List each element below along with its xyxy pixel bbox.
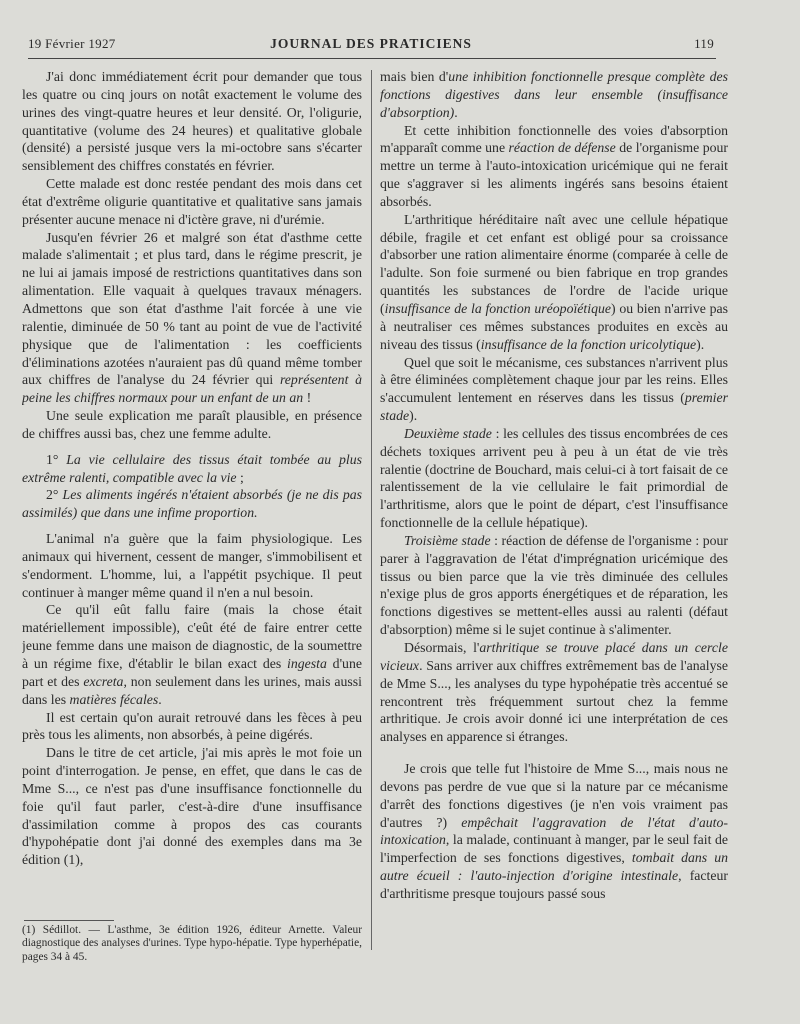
italic-run: une inhibition fonctionnelle presque complète des fonctions digestives dans leur ensemble (insuffisance d'absorption) <box>380 69 728 120</box>
italic-run: excreta <box>83 673 124 689</box>
paragraph <box>22 744 362 869</box>
text-run: Désormais, l' <box>404 640 480 655</box>
italic-run: empêchait l'aggravation de l'état d'auto-intoxication <box>380 814 728 848</box>
text-run: Ce qu'il eût fallu faire (mais la chose était matériellement impossible), c'eût été de faire entrer cette jeune femme dans une maison de diagnostic, de la soumettre à un régime fixe, d'établir le bilan exact des <box>22 602 362 671</box>
paragraph <box>22 530 362 601</box>
header-date: 19 Février 1927 <box>28 36 116 51</box>
text-run: 2° <box>46 487 63 503</box>
paragraph <box>380 354 728 425</box>
text-run: Jusqu'en février 26 et malgré son état d'asthme cette malade s'alimentait ; et plus tard, dans le régime prescrit, je ne lui ai jamais imposé de restrictions quantitatives dans son alimentation. Elle vaquait à quelques travaux ménagers. Admettons que son état d'asthme l'ait forcée à une vie ralentie, diminuée de 50 % tant au point de vue de l'activité physique que de l'alimentation : les coefficients d'éliminations azotées n'auraient pas dû quand même tomber aux chiffres de l'analyse du 24 février qui <box>22 229 362 388</box>
italic-run: premier stade <box>380 390 728 424</box>
italic-run: insuffisance de la fonction uricolytique <box>480 336 697 352</box>
paragraph <box>22 451 362 487</box>
text-run: J'ai donc immédiatement écrit pour demander que tous les quatre ou cinq jours on notât exactement le volume des urines des vingt-quatre heures et leur densité. Or, l'oligurie, quantitative (volume des 24 heures) et qualitative globale (densité) a persisté jusque vers la mi-octobre sans s'écarter sensiblement des chiffres constatés en février. <box>22 69 362 174</box>
text-run: ). <box>409 408 418 424</box>
text-run: Cette malade est donc restée pendant des mois dans cet état d'extrême oligurie quantitative et qualitative sans jamais présenter aucune menace ni d'ictère grave, ni d'urémie. <box>22 176 362 227</box>
text-run: 1° <box>46 451 67 467</box>
paragraph <box>22 407 362 443</box>
italic-run: représentent à peine les chiffres normaux pour un enfant de un an <box>22 372 362 406</box>
paragraph <box>22 601 362 708</box>
text-run: . <box>454 104 458 120</box>
right-column <box>380 68 728 968</box>
text-run: . <box>158 691 162 707</box>
column-divider <box>371 70 372 950</box>
italic-run: matières fécales <box>69 691 159 707</box>
italic-run: Deuxième stade <box>404 425 492 441</box>
italic-run: Troisième stade <box>404 532 491 548</box>
text-run: ! <box>303 390 312 406</box>
text-run: Dans le titre de cet article, j'ai mis après le mot foie un point d'interrogation. Je pense, en effet, que dans le cas de Mme S..., ce n'est pas d'une insuffisance fonctionnelle du foie qu'il faut parler, c'est-à-dire d'une insuffisance d'assimilation comme à propos des cas courants d'hypohépatie dont j'ai donné des exemples dans ma 3e édition (1), <box>22 745 362 868</box>
paragraph <box>22 175 362 229</box>
text-run: d'une part et des <box>22 656 362 689</box>
footnote-text: (1) Sédillot. — L'asthme, 3e édition 1926, éditeur Arnette. Valeur diagnostique des analyses d'urines. Type hypo-hépatie. Type hyperhépatie, pages 34 à 45. <box>22 924 362 963</box>
italic-run: insuffisance de la fonction uréopoïétique <box>384 300 612 316</box>
paragraph <box>380 639 728 746</box>
italic-run: arthritique se trouve placé dans un cercle vicieux <box>380 640 728 673</box>
paragraph <box>380 532 728 639</box>
header-rule <box>28 58 716 59</box>
text-run: Il est certain qu'on aurait retrouvé dans les fèces à peu près tous les aliments, non absorbés, à peine digérés. <box>22 709 362 743</box>
footnote-rule <box>24 920 114 921</box>
paragraph <box>380 122 728 211</box>
text-run: ; <box>236 469 244 485</box>
text-run: Une seule explication me paraît plausible, en présence de chiffres aussi bas, chez une femme adulte. <box>22 408 362 441</box>
paragraph <box>380 760 728 903</box>
italic-run: ingesta <box>287 656 327 671</box>
running-header <box>28 36 714 56</box>
text-run: Et cette inhibition fonctionnelle des voies d'absorption m'apparaît comme une <box>380 122 728 156</box>
paragraph <box>380 425 728 532</box>
left-column <box>22 68 362 920</box>
italic-run: Les aliments ingérés n'étaient absorbés (je ne dis pas assimilés) que dans une infime proportion. <box>22 487 362 521</box>
page-number: 119 <box>694 36 714 51</box>
text-run: , non seulement dans les urines, mais aussi dans les <box>22 673 362 707</box>
text-run: L'arthritique héréditaire naît avec une cellule hépatique débile, fragile et cet enfant est obligé pour sa croissance d'absorber une ration alimentaire énorme (comparée à celle de l'adulte. Son foie surmené ou bien fabrique en trop grandes quantités les substances de l'ordre de l'acide urique ( <box>380 211 728 316</box>
italic-run: La vie cellulaire des tissus était tombée au plus extrême ralenti, compatible avec la vie <box>22 451 362 485</box>
journal-title: JOURNAL DES PRATICIENS <box>270 36 472 51</box>
footnote <box>22 924 362 964</box>
text-run: L'animal n'a guère que la faim physiologique. Les animaux qui hivernent, cessent de manger, s'immobilisent et s'endorment. L'homme, lui, a l'appétit psychique. Il peut continuer à manger même quand il n'en a nul besoin. <box>22 531 362 600</box>
italic-run: réaction de défense <box>508 140 616 156</box>
text-run: mais bien d' <box>380 69 449 84</box>
text-run: : les cellules des tissus encombrées de ces déchets toxiques arrivent peu à peu à un état de vie très ralentie (doctrine de Bouchard, mais celui-ci à tort faisait de ce ralentissement de la vie cellulaire le fait primordial de l'arthritisme, alors que le point de départ, c'est l'insuffisance fonctionnelle de la cellule hépatique). <box>380 425 728 531</box>
paragraph <box>22 486 362 522</box>
paragraph <box>380 211 728 354</box>
paragraph <box>380 68 728 122</box>
text-run: ) ou bien n'arrive pas à neutraliser ces mêmes substances produites en excès au niveau des tissus ( <box>380 300 728 352</box>
italic-run: tombait dans un autre écueil : l'auto-injection d'origine intestinale <box>380 850 728 884</box>
text-run: ). <box>696 336 705 352</box>
text-run: . Sans arriver aux chiffres extrêmement bas de l'analyse de Mme S..., les analyses du type hypohépatie très accentué se rencontrent très fréquemment surtout chez la femme arthritique. Je crois avoir donné ici une interprétation de ces analyses en apparence si étranges. <box>380 657 728 745</box>
text-run: , la malade, continuant à manger, par le seul fait de l'imperfection de ses fonctions digestives, <box>380 832 728 866</box>
text-run: , facteur d'arthritisme presque toujours passé sous <box>380 868 728 901</box>
paragraph <box>22 709 362 745</box>
paragraph <box>22 229 362 407</box>
paragraph <box>22 68 362 175</box>
text-run: : réaction de défense de l'organisme : pour parer à l'aggravation de l'état d'imprégnation uricémique des tissus ou bien parce que la vie très diminuée des cellules n'exige plus de gros apports énergétiques et de réparation, les fonctions digestives se mettent-elles aussi au ralenti (défaut d'absorption) même si le sujet continue à s'alimenter. <box>380 532 728 638</box>
text-run: de l'organisme pour mettre un terme à l'auto-intoxication uricémique qui ne ferait que s'aggraver si les aliments ingérés sans besoins étaient absorbés. <box>380 140 728 209</box>
text-run: Je crois que telle fut l'histoire de Mme S..., mais nous ne devons pas perdre de vue que si la nature par ce mécanisme d'arrêt des fonctions digestives (je n'en vois vraiment pas d'autres ?) <box>380 761 728 830</box>
text-run: Quel que soit le mécanisme, ces substances n'arrivent plus à être éliminées complètement chaque jour par les reins. Elles s'accumulent lentement en réserves dans les tissus ( <box>380 354 728 406</box>
